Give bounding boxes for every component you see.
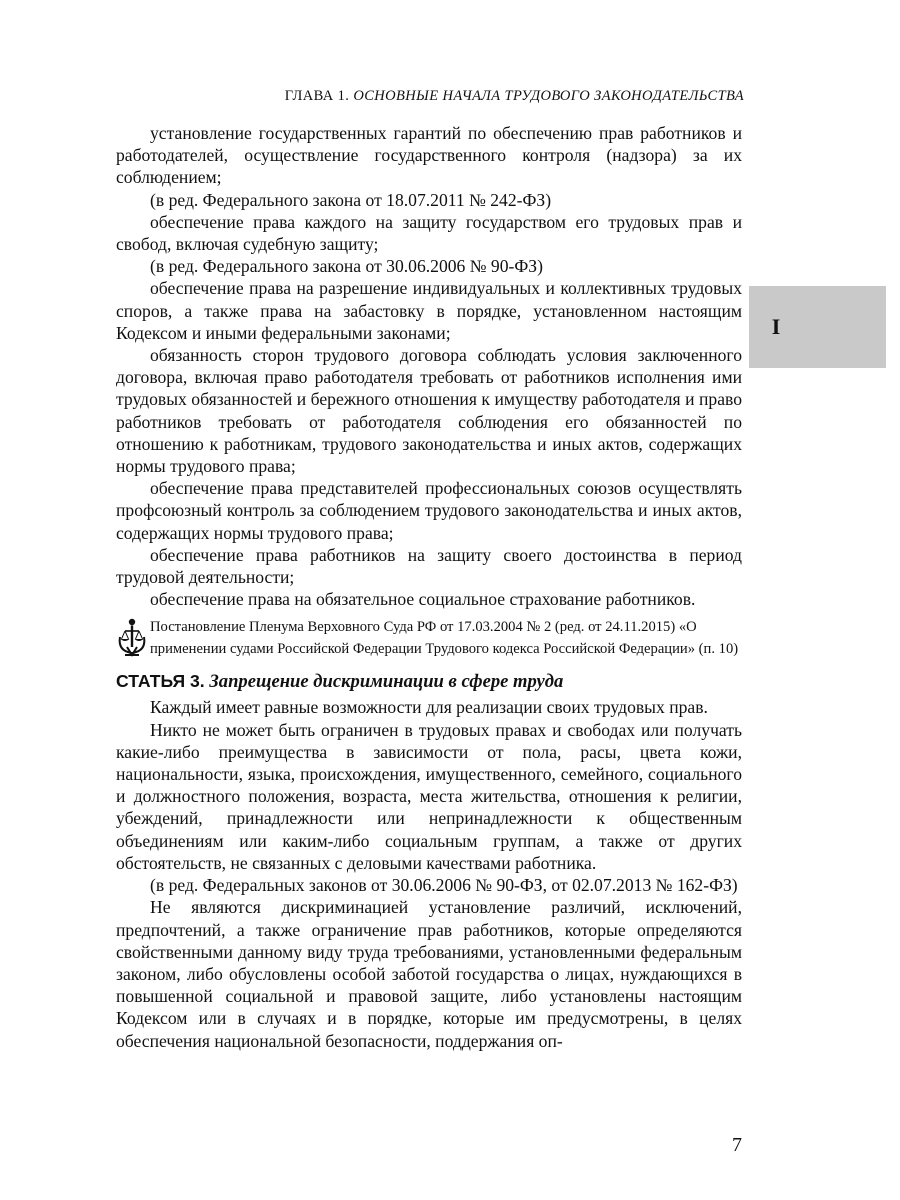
article-heading — [116, 669, 742, 694]
paragraph: обеспечение права работников на защиту своего достоинства в период трудовой деятельности; — [116, 544, 742, 588]
amendment-note: (в ред. Федерального закона от 18.07.2011 № 242-ФЗ) — [150, 189, 552, 210]
court-ruling-reference — [116, 617, 742, 660]
amendment-note: (в ред. Федерального закона от 30.06.2006 № 90-ФЗ) — [150, 256, 543, 277]
running-header — [0, 88, 744, 105]
amendment-note: (в ред. Федеральных законов от 30.06.2006 № 90-ФЗ, от 02.07.2013 № 162-ФЗ) — [150, 875, 738, 896]
paragraph: Никто не может быть ограничен в трудовых правах и свободах или получать какие-либо преимущества в зависимости от пола, расы, цвета кожи, национальности, языка, происхождения, имущественного, семейного, социального и должностного положения, возраста, места жительства, отношения к религии, убеждений, принадлежности или непринадлежности к общественным объединениям или каким-либо социальным группам, а также от других обстоятельств, не связанных с деловыми качествами работника. — [116, 719, 742, 873]
paragraph: обеспечение права представителей профессиональных союзов осуществлять профсоюзный контроль за соблюдением трудового законодательства и иных актов, содержащих нормы трудового права; — [116, 478, 742, 543]
chapter-title: ОСНОВНЫЕ НАЧАЛА ТРУДОВОГО ЗАКОНОДАТЕЛЬСТВА — [353, 88, 744, 104]
page-body — [116, 122, 742, 1052]
paragraph: Каждый имеет равные возможности для реализации своих трудовых прав. — [150, 697, 708, 718]
article-title: Запрещение дискриминации в сфере труда — [209, 671, 564, 693]
paragraph: обязанность сторон трудового договора соблюдать условия заключенного договора, включая право работодателя требовать от работников исполнения ими трудовых обязанностей и бережного отношения к имуществу работодателя и право работников требовать от работодателя соблюдения его обязанностей по отношению к работникам, трудового законодательства и иных актов, содержащих нормы трудового права; — [116, 345, 742, 477]
court-ruling-text: Постановление Пленума Верховного Суда РФ от 17.03.2004 № 2 (ред. от 24.11.2015) «О применении судами Российской Федерации Трудового кодекса Российской Федерации» (п. 10) — [150, 619, 739, 657]
page-number: 7 — [732, 1134, 742, 1156]
paragraph: обеспечение права каждого на защиту государством его трудовых прав и свобод, включая судебную защиту; — [116, 211, 742, 255]
paragraph: Не являются дискриминацией установление различий, исключений, предпочтений, а также ограничение прав работников, которые определяются свойственными данному виду труда требованиями, установленными федеральным законом, либо обусловлены особой заботой государства о лицах, нуждающихся в повышенной социальной и правовой защите, либо установлены настоящим Кодексом или в случаях и в порядке, которые им предусмотрены, в целях обеспечения национальной безопасности, поддержания оп- — [116, 897, 742, 1051]
article-number: СТАТЬЯ 3. — [116, 671, 205, 692]
chapter-label: ГЛАВА 1. — [284, 88, 350, 104]
chapter-side-tab-label: I — [771, 314, 781, 339]
paragraph: обеспечение права на разрешение индивидуальных и коллективных трудовых споров, а также права на забастовку в порядке, установленном настоящим Кодексом и иными федеральными законами; — [116, 278, 742, 343]
paragraph: установление государственных гарантий по обеспечению прав работников и работодателей, осуществление государственного контроля (надзора) за их соблюдением; — [116, 123, 742, 188]
paragraph: обеспечение права на обязательное социальное страхование работников. — [150, 589, 696, 610]
themis-icon — [116, 617, 148, 657]
